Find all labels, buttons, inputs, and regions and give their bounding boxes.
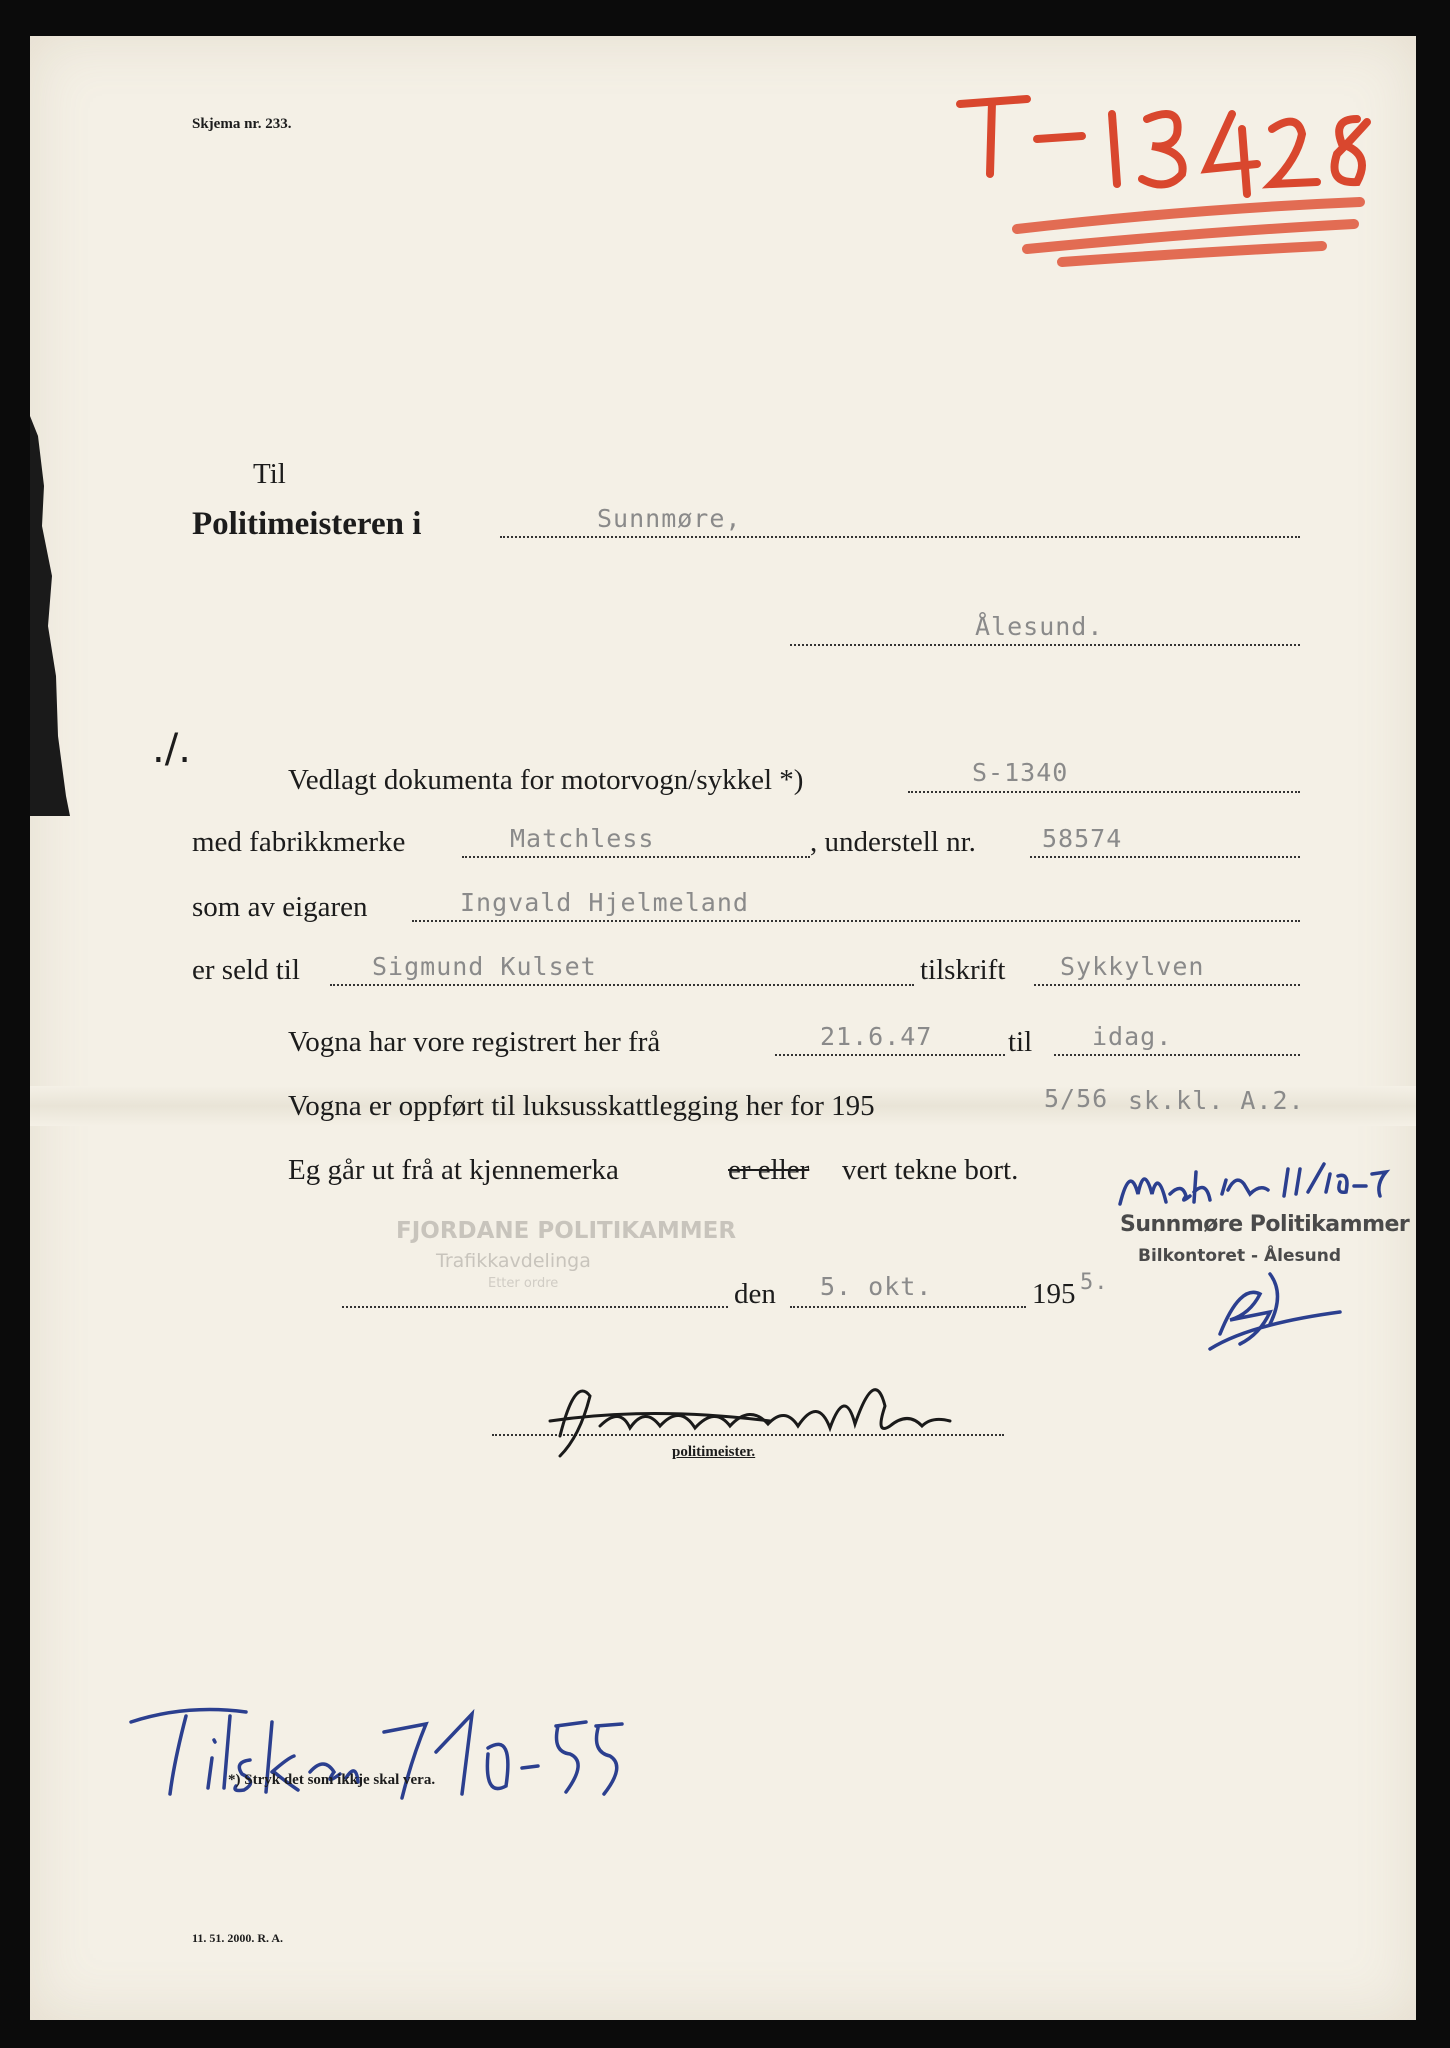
buyer-address-label: tilskrift	[920, 954, 1006, 986]
sunnmore-stamp-line2: Bilkontoret - Ålesund	[1138, 1246, 1341, 1266]
chassis-value: 58574	[1042, 824, 1123, 853]
district-value: Sunnmøre,	[597, 504, 742, 533]
date-value: 5. okt.	[820, 1272, 933, 1301]
city-value: Ålesund.	[975, 612, 1104, 641]
document-page	[30, 36, 1416, 2020]
buyer-address-value: Sykkylven	[1060, 952, 1205, 981]
form-number: Skjema nr. 233.	[192, 116, 292, 132]
year-suffix: 5.	[1080, 1270, 1109, 1295]
registered-to-label: til	[1008, 1026, 1033, 1058]
registered-to-line	[1054, 1054, 1300, 1056]
make-label: med fabrikkmerke	[192, 826, 406, 858]
reference-number	[942, 74, 1402, 274]
registered-to-value: idag.	[1092, 1022, 1173, 1051]
buyer-line	[330, 984, 914, 986]
handwritten-approval-drawing	[1110, 1144, 1410, 1364]
registered-from-line	[775, 1054, 1005, 1056]
reference-number-drawing	[942, 74, 1402, 274]
sunnmore-stamp-line1: Sunnmøre Politikammer	[1120, 1212, 1410, 1237]
tax-class-value: sk.kl. A.2.	[1128, 1086, 1305, 1115]
year-prefix: 195	[1032, 1278, 1076, 1310]
handwritten-bottom	[126, 1702, 626, 1812]
owner-value: Ingvald Hjelmeland	[460, 888, 749, 917]
owner-line	[412, 920, 1300, 922]
fjordane-stamp-line1: FJORDANE POLITIKAMMER	[396, 1218, 737, 1244]
tax-year-value: 5/56	[1044, 1084, 1109, 1113]
handwritten-approval	[1110, 1144, 1410, 1364]
signature-role: politimeister.	[672, 1444, 756, 1460]
city-line	[790, 644, 1300, 646]
district-line	[500, 536, 1300, 538]
date-label: den	[734, 1278, 776, 1310]
side-mark: ./.	[152, 726, 191, 772]
registration-line	[908, 791, 1300, 793]
torn-edge	[30, 416, 80, 816]
make-line	[462, 856, 810, 858]
date-place-line	[342, 1306, 728, 1308]
fjordane-stamp-line2: Trafikkavdelinga	[436, 1250, 591, 1272]
til-label: Til	[253, 458, 286, 490]
plates-label-b: vert tekne bort.	[842, 1154, 1019, 1186]
fjordane-stamp-line3: Etter ordre	[488, 1276, 559, 1291]
vehicle-label: Vedlagt dokumenta for motorvogn/sykkel *)	[288, 764, 804, 796]
date-line	[790, 1306, 1026, 1308]
make-value: Matchless	[510, 824, 655, 853]
handwritten-bottom-drawing	[126, 1702, 626, 1812]
registered-from-value: 21.6.47	[820, 1022, 933, 1051]
recipient-label: Politimeisteren i	[192, 506, 422, 542]
registered-label: Vogna har vore registrert her frå	[288, 1026, 661, 1058]
buyer-address-line	[1034, 984, 1300, 986]
plates-struck: er eller	[728, 1154, 810, 1186]
footnote: *) Stryk det som ikkje skal vera.	[228, 1772, 436, 1788]
chassis-line	[1030, 856, 1300, 858]
buyer-label: er seld til	[192, 954, 300, 986]
buyer-value: Sigmund Kulset	[372, 952, 597, 981]
print-code: 11. 51. 2000. R. A.	[192, 1931, 284, 1945]
tax-label: Vogna er oppført til luksusskattlegging her for 195	[288, 1090, 875, 1122]
registration-value: S-1340	[972, 758, 1069, 787]
chassis-label: , understell nr.	[810, 826, 976, 858]
plates-label-a: Eg går ut frå at kjennemerka	[288, 1154, 619, 1186]
owner-label: som av eigaren	[192, 891, 368, 923]
